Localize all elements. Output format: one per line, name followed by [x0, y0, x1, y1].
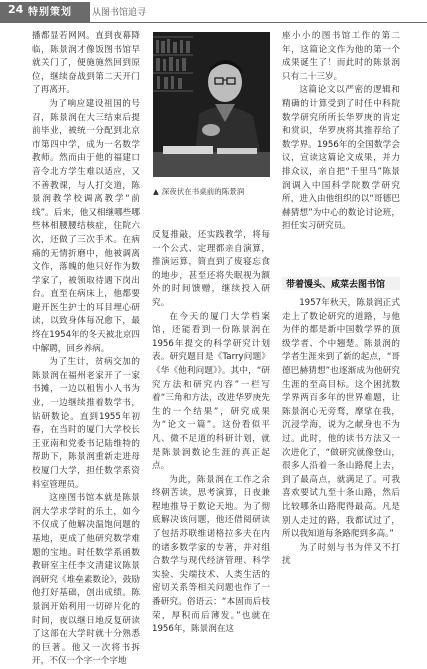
paragraph: 1957年秋天，陈景润正式走上了数论研究的道路，与他为伴的都是新中国数学界的顶级学者、个中翘楚。陈景润的学者生涯来到了新的起点，“哥德巴赫猜想”也逐渐成为他研究生涯的至高目标。这个困扰数学界两百多年的世界难题，让陈景润心无旁骛，摩挲在我，沉浸学海，说为之献身也不为过。此时，他的读书方法又一次进化了，“做研究就像登山，很多人沿着一条山路爬上去，到了最高点，就满足了。可我喜欢要试九至十条山路，然后比较哪条山路爬得最高。凡是别人走过的路，我都试过了，所以我知道每条路爬到多高。” — [282, 298, 400, 540]
page-header — [0, 0, 427, 24]
text-column-3 — [282, 30, 400, 234]
paragraph: 在今天的厦门大学档案馆，还能看到一份陈景润在1956年提交的科学研究计划表。研究题目是《Tarry问题》《华《他利问题》》。其中，“研究方法和研究内容”一栏写着“三角和方法，改进华罗庚先生的一个结果”，研究成果为“论文一篇”。这份看似平凡、微不足道的科研计划，就是陈景润数论生涯的真正起点。 — [152, 311, 270, 472]
paragraph: 这座图书馆本就是陈景润大学求学时的乐土，如今不仅成了他解决温饱问题的基地，更成了他研究数学难题的宝地。时任数学系函数教研室主任李文清建议陈景润研究《堆垒素数论》，鼓励他打好基础，创出成绩。陈景润开始利用一切碎片化的时间，夜以继日地反复研读了这部在大学时就十分熟悉的巨著。他又一次将书拆开，不仅一个字一个字地 — [32, 493, 140, 667]
paragraph: 为了响应建设祖国的号召，陈景润在大三结束后提前毕业，被统一分配到北京市第四中学，成为一名数学教师。然而由于他的福建口音令北方学生难以适应，又不善教课，与人打交道，陈景润教学校调离教学“前线”。后来，他又相继哪些哪些林相腰腰结核症，住院六次，还做了三次手术。在病痛的无情折磨中，他被调离文作，落魄的他只好作为数学家了，被领取待遇下岗出台。直至在病床上，他都要避开医生护士的耳目埋心研读，以致身体每况愈下，最终在1954年的冬天被北京四中解聘，回乡养病。 — [32, 98, 140, 354]
header-rule — [0, 22, 427, 23]
triangle-icon: ▲ — [153, 187, 159, 196]
paragraph: 这篇论文以严密的逻辑和精确的计算受到了时任中科院数学研究所所长华罗庚的肯定和赏识，华罗庚将其推荐给了数学界。1956年的全国数学会议，宣读这篇论文成果，并力排众议，亲自把“千里马”陈景润调入中国科学院数学研究所，进入由他组织的以“哥德巴赫猜想”为中心的数论讨论班，担任实习研究员。 — [282, 85, 400, 232]
paragraph: 座小小的图书馆工作的第二年，这篇论文作为他的第一个成果诞生了！而此时的陈景润只有二十三岁。 — [282, 31, 400, 82]
caption-text: 深夜伏在书桌前的陈景润 — [161, 187, 245, 196]
text-column-1 — [32, 30, 140, 669]
paragraph: 为了生计，贫病交加的陈景润在福州老家开了一家书摊，一边以租售小人书为业，一边继续推着数学书，钻研数论。直到1955年初春，在当时的厦门大学校长王亚南和党委书记陆维特的帮助下，陈景润重新走进母校厦门大学，担任数学系资料室管理员。 — [32, 357, 140, 490]
text-column-2 — [152, 229, 270, 637]
paragraph: 为了时刻与书为伴又不打扰 — [282, 542, 400, 567]
subsection-heading — [282, 277, 400, 289]
paragraph: 反复推敲，还实践教学，将每一个公式、定理都亲自演算，推演运算，简直到了废寝忘食的地步，甚至还将失眠视为额外的时间馈赠，继续投入研究。 — [152, 230, 270, 308]
photo-illustration — [153, 32, 270, 177]
section-title: 特别策划 — [28, 7, 72, 18]
portrait-photo — [153, 32, 270, 177]
paragraph: 播都显若网网。直到夜幕降临，陈景润才像饭图书馆早就关门了，便施施然回到原位，继续奋战到第二天开门了再离开。 — [32, 31, 140, 96]
paragraph: 为此，陈景润在工作之余终朝苦读，思考演算，日夜兼程地推导于数论天地。为了彻底解决该问题，他还借阅研读了包括苏联维诺格拉多夫在内的诸多数学家的专著，并对组合数学与现代经济管理、科学实验、尖端技术、人类生活的密切关系等相关问题也作了一番研究。俗语云：“本固而后枝荣，厚积而后薄发。”也就在1956年，陈景润在这 — [152, 474, 270, 635]
text-column-3b — [282, 297, 400, 569]
heading-text: 带着馒头、咸菜去图书馆 — [286, 280, 386, 290]
section-subtitle: 从图书馆追寻 — [92, 8, 147, 18]
photo-caption — [153, 186, 270, 197]
page-number: 24 — [8, 3, 24, 16]
